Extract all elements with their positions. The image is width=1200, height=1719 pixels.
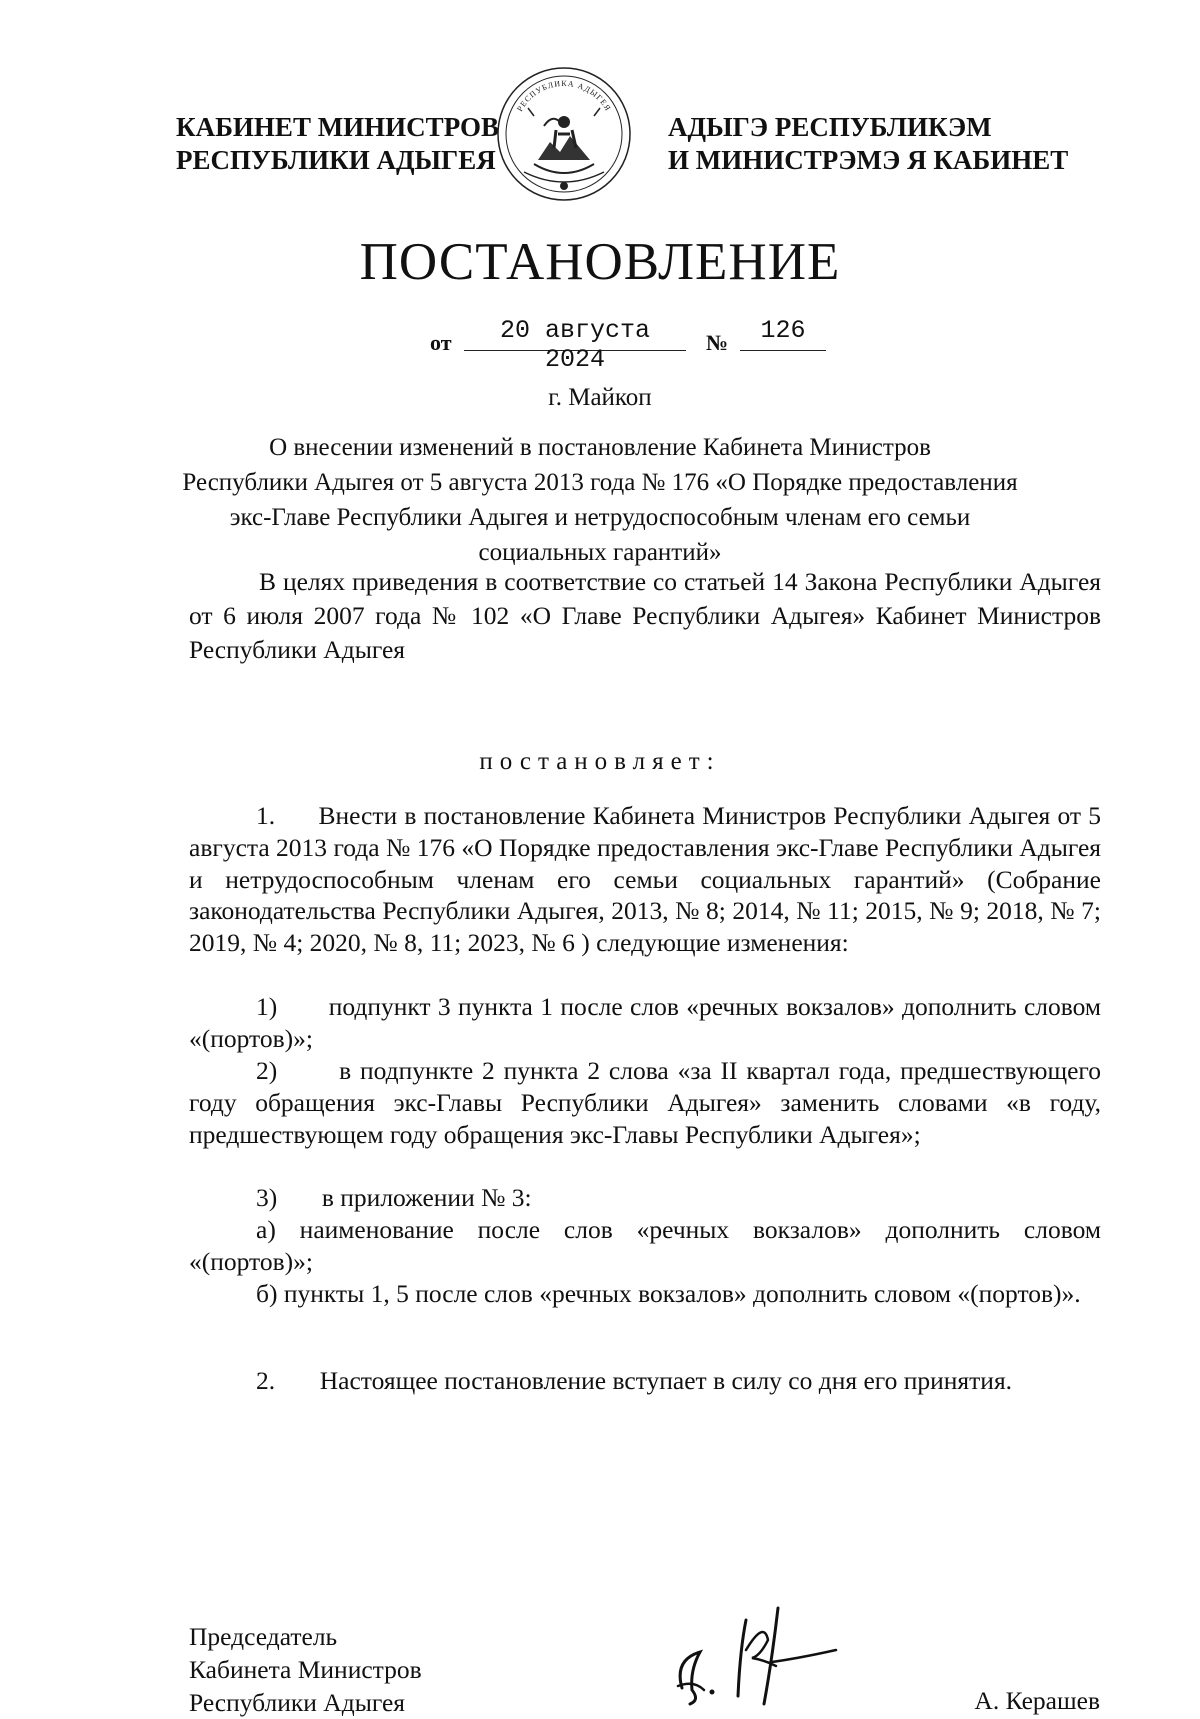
document-title: ПОСТАНОВЛЕНИЕ — [359, 233, 841, 291]
preamble — [189, 565, 1101, 667]
emblem-ring-text: РЕСПУБЛИКА АДЫГЕЯ — [515, 78, 613, 114]
coat-of-arms-icon — [494, 64, 634, 204]
header-left-line1: КАБИНЕТ МИНИСТРОВ — [176, 112, 500, 142]
subitem-3-number: 3) — [256, 1183, 278, 1212]
subitem-a — [189, 1214, 1101, 1278]
header-right-line2: И МИНИСТРЭМЭ Я КАБИНЕТ — [668, 145, 1069, 175]
document-subject — [140, 430, 1060, 570]
number-value: 126 — [740, 316, 826, 351]
number-prefix: № — [706, 330, 729, 355]
item-1-text: Внести в постановление Кабинета Министров Республики Адыгея от 5 августа 2013 года № 176 «О Порядке предоставления экс-Главе Республики Адыгея и нетрудоспособным членам его семьи социальных гарантий» (Собрание законодательства Республики Адыгея, 2013, № 8; 2014, № 11; 2015, № 9; 2018, № 7; 2019, № 4; 2020, № 8, 11; 2023, № 6 ) следующие изменения: — [189, 801, 1102, 958]
signatory-title-line2: Кабинета Министров — [189, 1655, 422, 1684]
signatory-name: А. Керашев — [974, 1686, 1100, 1715]
header-left — [176, 111, 499, 177]
subitem-1-text: подпункт 3 пункта 1 после слов «речных вокзалов» дополнить словом «(портов)»; — [189, 992, 1102, 1053]
subitem-3 — [189, 1182, 1101, 1214]
header-right — [668, 111, 1068, 177]
subitem-2-text: в подпункте 2 пункта 2 слова «за II квартал года, предшествующего году обращения экс-Главы Республики Адыгея» заменить словами «в году, предшествующем году обращения экс-Главы Республики Адыгея»; — [189, 1056, 1102, 1149]
header-right-line1: АДЫГЭ РЕСПУБЛИКЭМ — [668, 112, 992, 142]
preamble-text: В целях приведения в соответствие со статьей 14 Закона Республики Адыгея от 6 июля 2007 года № 102 «О Главе Республики Адыгея» Кабинет Министров Республики Адыгея — [189, 567, 1101, 664]
handwritten-signature-icon — [660, 1600, 850, 1710]
svg-text:РЕСПУБЛИКА АДЫГЕЯ — [515, 79, 613, 113]
city: г. Майкоп — [548, 384, 652, 411]
item-2 — [189, 1365, 1101, 1397]
date-number-line — [430, 316, 830, 374]
subitem-2-number: 2) — [256, 1056, 278, 1085]
subitem-3-text: в приложении № 3: — [321, 1183, 532, 1212]
subitem-1 — [189, 991, 1101, 1055]
item-2-number: 2. — [256, 1366, 276, 1395]
subitem-a-text: а) наименование после слов «речных вокзалов» дополнить словом «(портов)»; — [189, 1215, 1101, 1276]
decree-word: постановляет: — [479, 748, 721, 775]
subject-line1: О внесении изменений в постановление Кабинета Министров — [269, 434, 931, 461]
item-1 — [189, 800, 1101, 959]
header-left-line2: РЕСПУБЛИКИ АДЫГЕЯ — [176, 145, 496, 175]
subject-line4: социальных гарантий» — [478, 539, 722, 566]
subitem-2 — [189, 1055, 1101, 1150]
signature-block — [189, 1620, 422, 1719]
subitem-b-text: б) пункты 1, 5 после слов «речных вокзалов» дополнить словом «(портов)». — [256, 1279, 1081, 1308]
date-value: 20 августа 2024 — [464, 316, 686, 351]
subject-line3: экс-Главе Республики Адыгея и нетрудоспособным членам его семьи — [229, 504, 971, 531]
subitem-1-number: 1) — [256, 992, 278, 1021]
subject-line2: Республики Адыгея от 5 августа 2013 года № 176 «О Порядке предоставления — [182, 469, 1018, 496]
item-2-text: Настоящее постановление вступает в силу со дня его принятия. — [319, 1366, 1013, 1395]
subitem-b — [189, 1278, 1101, 1310]
signatory-title-line1: Председатель — [189, 1622, 338, 1651]
item-1-number: 1. — [256, 801, 276, 830]
signatory-title-line3: Республики Адыгея — [189, 1688, 405, 1717]
date-prefix: от — [430, 330, 452, 355]
